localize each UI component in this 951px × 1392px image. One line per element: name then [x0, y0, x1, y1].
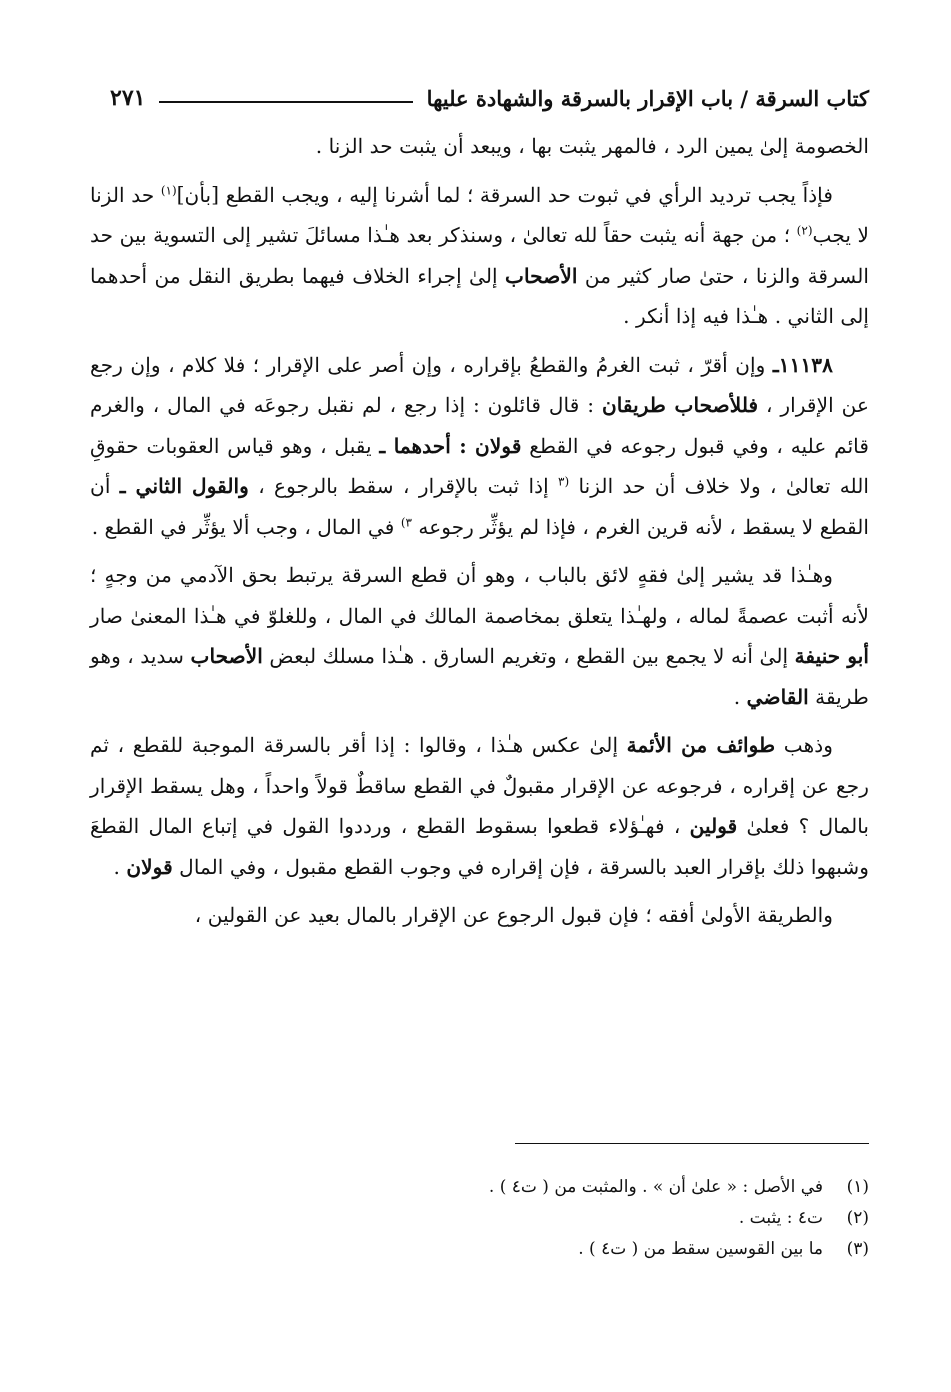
paragraph-2: فإذاً يجب ترديد الرأي في ثبوت حد السرقة ؛ لما أشرنا إليه ، ويجب القطع [بأن]$^{(١)}$ حد الزنا لا يجب$^{(٢)}$ ؛ من جهة أنه يثبت حقاً لله تعالىٰ ، وسنذكر بعد هـٰذا مسائلَ تشير إلى التسوية بين حد السرقة والزنا ، حتىٰ صار كثير من الأصحاب إلىٰ إجراء الخلاف فيهما بطريق النقل من أحدهما إلى الثاني . هـٰذا فيه إذا أنكر .: [90, 182, 869, 328]
footnote-ref-2: (٢): [796, 223, 813, 238]
footnote: [90, 1203, 869, 1234]
footnote-ref-3-close: ٣): [400, 514, 412, 529]
paragraph-6: والطريقة الأولىٰ أفقه ؛ فإن قبول الرجوع عن الإقرار بالمال بعيد عن القولين ،: [194, 903, 833, 927]
footnote-number: (٢): [846, 1208, 869, 1228]
footnote: [90, 1234, 869, 1265]
footnote-separator: [515, 1143, 869, 1144]
header-rule: [159, 101, 412, 103]
footnote-text: ما بين القوسين سقط من ( ت٤ ) .: [578, 1239, 823, 1259]
footnote-ref-1: (١): [160, 182, 177, 197]
page-header: [110, 78, 869, 118]
paragraph-5: وذهب طوائف من الأئمة إلىٰ عكس هـٰذا ، وقالوا : إذا أقر بالسرقة الموجبة للقطع ، ثم رجع عن إقراره ، فرجوعه عن الإقرار مقبولٌ في القطع ساقطٌ قولاً واحداً ، وهل يسقط الإقرار بالمال ؟ فعلىٰ قولين ، فهـٰؤلاء قطعوا بسقوط القطع ، ورددوا القول في إتباع المال القطعَ وشبهوا ذلك بإقرار العبد بالسرقة ، فإن إقراره في وجوب القطع مقبول ، وفي المال قولان .: [90, 733, 869, 879]
page-number: ٢٧١: [110, 85, 146, 111]
footnotes: [90, 1172, 869, 1265]
footnote-number: (٣): [846, 1239, 869, 1259]
footnote: [90, 1172, 869, 1203]
running-title: كتاب السرقة / باب الإقرار بالسرقة والشهادة عليها: [426, 85, 869, 111]
main-text: [90, 126, 869, 944]
footnote-text: ت٤ : يثبت .: [738, 1208, 823, 1228]
footnote-text: في الأصل : « علىٰ أن » . والمثبت من ( ت٤ ) .: [488, 1177, 823, 1197]
issue-number: ١١١٣٨ـ: [772, 352, 833, 377]
paragraph-3: ١١١٣٨ـ وإن أقرّ ، ثبت الغرمُ والقطعُ بإقراره ، وإن أصر على الإقرار ؛ فلا كلام ، وإن رجع عن الإقرار ، فللأصحاب طريقان : قال قائلون : إذا رجع ، لم نقبل رجوعَه في المال ، والغرم قائم عليه ، وفي قبول رجوعه في القطع قولان : أحدهما ـ يقبل ، وهو قياس العقوبات حقوقِ الله تعالىٰ ، ولا خلاف أن حد الزنا $^{(٣}$ إذا ثبت بالإقرار ، سقط بالرجوع ، والقول الثاني ـ أن القطع لا يسقط ، لأنه قرين الغرم ، فإذا لم يؤثِّر رجوعه $^{٣)}$ في المال ، وجب ألا يؤثِّر في القطع .: [90, 352, 869, 539]
footnote-ref-3-open: (٣: [558, 474, 570, 489]
paragraph-4: وهـٰذا قد يشير إلىٰ فقهٍ لائق بالباب ، وهو أن قطع السرقة يرتبط بحق الآدمي من وجهٍ ؛ لأنه أثبت عصمةً لماله ، ولهـٰذا يتعلق بمخاصمة المالك في المال ، وللغلوّ في هـٰذا المعنىٰ صار أبو حنيفة إلىٰ أنه لا يجمع بين القطع ، وتغريم السارق . هـٰذا مسلك لبعض الأصحاب سديد ، وهو طريقة القاضي .: [90, 563, 869, 709]
footnote-number: (١): [846, 1177, 869, 1197]
paragraph-1: الخصومة إلىٰ يمين الرد ، فالمهر يثبت بها ، ويبعد أن يثبت حد الزنا .: [315, 134, 869, 158]
